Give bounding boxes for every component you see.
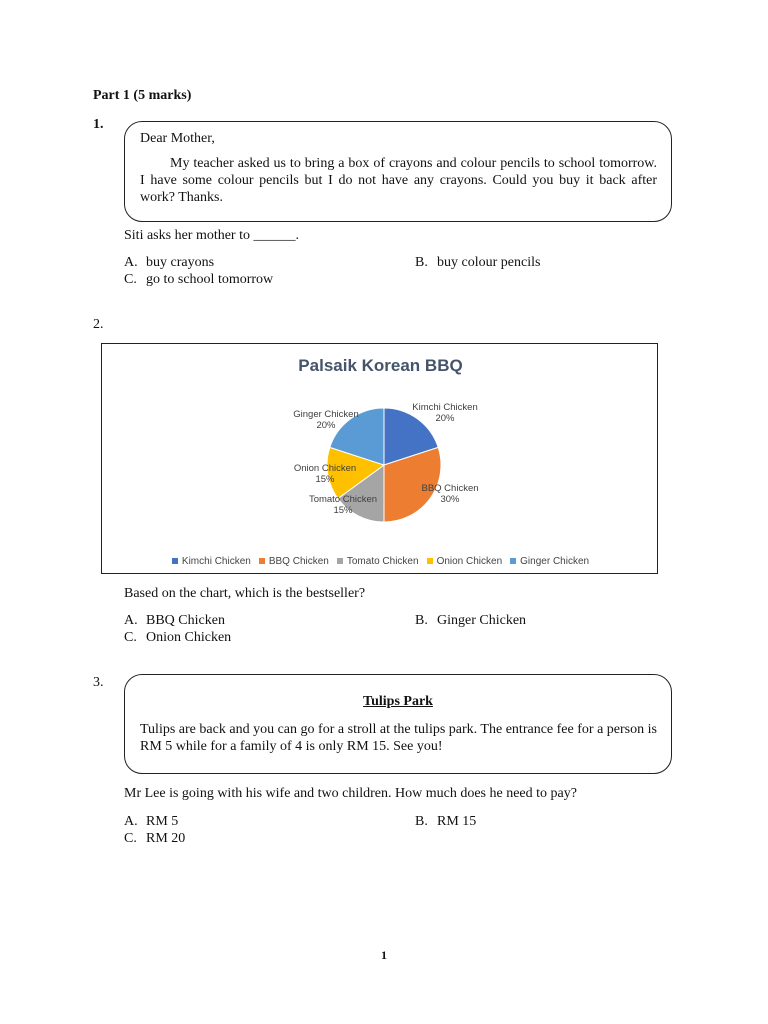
option-letter: C. xyxy=(124,272,137,287)
option-b[interactable] xyxy=(415,613,526,629)
option-text: BBQ Chicken xyxy=(146,613,225,628)
question-number: 3. xyxy=(93,675,104,690)
question-text: Mr Lee is going with his wife and two children. How much does he need to pay? xyxy=(124,786,577,801)
option-b[interactable] xyxy=(415,255,540,271)
question-text: Based on the chart, which is the bestseller? xyxy=(124,586,366,601)
legend-swatch xyxy=(259,558,265,564)
notice-title: Tulips Park xyxy=(363,694,433,709)
question-number: 1. xyxy=(93,117,104,132)
chart-legend xyxy=(102,556,659,567)
option-letter: B. xyxy=(415,255,428,270)
option-letter: A. xyxy=(124,814,138,829)
question-number: 2. xyxy=(93,317,104,332)
question-text: Siti asks her mother to ______. xyxy=(124,228,299,243)
legend-swatch xyxy=(172,558,178,564)
option-text: buy colour pencils xyxy=(437,255,541,270)
legend-item xyxy=(337,556,419,567)
slice-label: BBQ Chicken xyxy=(421,483,479,494)
slice-value-label: 15% xyxy=(315,474,335,485)
slice-label: Ginger Chicken xyxy=(293,409,359,420)
option-text: Ginger Chicken xyxy=(437,613,527,628)
option-letter: C. xyxy=(124,630,137,645)
option-letter: A. xyxy=(124,255,138,270)
letter-greeting: Dear Mother, xyxy=(140,131,215,146)
legend-label: BBQ Chicken xyxy=(268,556,329,567)
page-number: 1 xyxy=(381,948,387,962)
pie-chart xyxy=(101,343,658,574)
slice-value-label: 30% xyxy=(440,494,460,505)
option-letter: C. xyxy=(124,831,137,846)
legend-item xyxy=(427,556,503,567)
option-a[interactable] xyxy=(124,613,225,629)
legend-label: Tomato Chicken xyxy=(346,556,419,567)
option-text: buy crayons xyxy=(146,255,215,270)
part-heading: Part 1 (5 marks) xyxy=(93,88,192,103)
slice-value-label: 15% xyxy=(333,505,353,516)
option-text: RM 15 xyxy=(437,814,477,829)
legend-item xyxy=(259,556,329,567)
option-b[interactable] xyxy=(415,814,476,830)
option-text: RM 20 xyxy=(146,831,186,846)
legend-swatch xyxy=(427,558,433,564)
slice-value-label: 20% xyxy=(435,413,455,424)
notice-box xyxy=(124,674,672,774)
letter-box xyxy=(124,121,672,222)
option-c[interactable] xyxy=(124,630,231,646)
option-text: Onion Chicken xyxy=(146,630,232,645)
legend-item xyxy=(510,556,589,567)
chart-title: Palsaik Korean BBQ xyxy=(298,356,463,375)
slice-label: Kimchi Chicken xyxy=(412,402,478,413)
legend-label: Ginger Chicken xyxy=(520,556,590,567)
option-a[interactable] xyxy=(124,814,178,830)
pie-svg xyxy=(102,344,659,554)
option-text: RM 5 xyxy=(146,814,179,829)
option-c[interactable] xyxy=(124,831,185,847)
letter-body: My teacher asked us to bring a box of crayons and colour pencils to school tomorrow. I have some colour pencils but I do not have any crayons. Could you buy it back after work? Thanks. xyxy=(140,156,657,205)
legend-label: Kimchi Chicken xyxy=(181,556,251,567)
option-letter: B. xyxy=(415,814,428,829)
option-c[interactable] xyxy=(124,272,273,288)
slice-label: Onion Chicken xyxy=(293,463,357,474)
option-a[interactable] xyxy=(124,255,214,271)
legend-swatch xyxy=(510,558,516,564)
option-text: go to school tomorrow xyxy=(146,272,274,287)
legend-item xyxy=(172,556,251,567)
slice-value-label: 20% xyxy=(316,420,336,431)
legend-swatch xyxy=(337,558,343,564)
option-letter: A. xyxy=(124,613,138,628)
legend-label: Onion Chicken xyxy=(436,556,503,567)
option-letter: B. xyxy=(415,613,428,628)
slice-label: Tomato Chicken xyxy=(308,494,378,505)
notice-body: Tulips are back and you can go for a stroll at the tulips park. The entrance fee for a person is RM 5 while for a family of 4 is only RM 15. See you! xyxy=(140,722,657,754)
